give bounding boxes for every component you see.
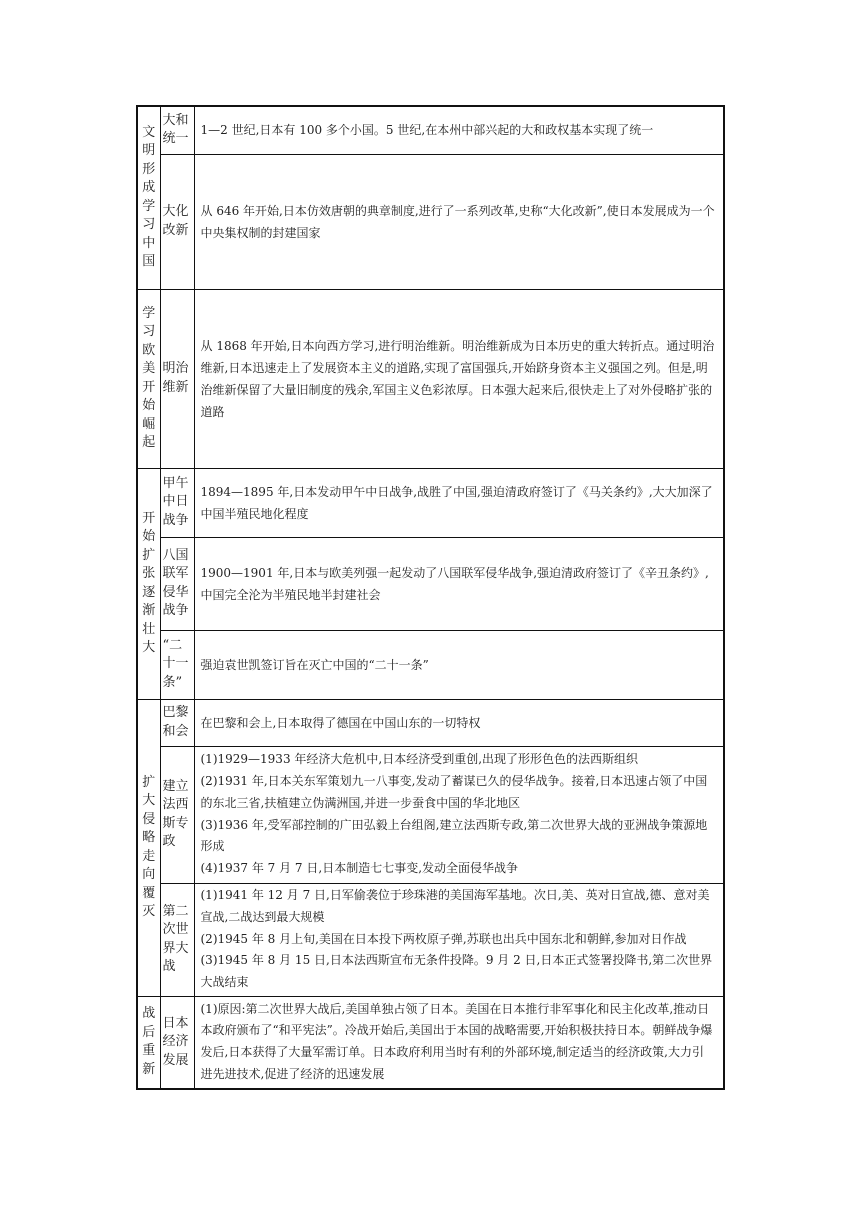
description-cell: (1)1929—1933 年经济大危机中,日本经济受到重创,出现了形形色色的法西斯组织 (2)1931 年,日本关东军策划九一八事变,发动了蓄谋已久的侵华战争。接着,日本迅速占领了中国的东北三省,扶植建立伪满洲国,并进一步蚕食中国的华北地区 (3)1936 年,受军部控制的广田弘毅上台组阁,建立法西斯专政,第二次世界大战的亚洲战争策源地形成 (4)1937 年 7 月 7 日,日本制造七七事变,发动全面侵华战争 (194, 746, 724, 883)
table-row (137, 289, 724, 468)
table-row (137, 883, 724, 996)
event-cell: 大化改新 (160, 154, 194, 289)
description-cell: 1—2 世纪,日本有 100 多个小国。5 世纪,在本州中部兴起的大和政权基本实现了统一 (194, 106, 724, 154)
description-cell: 在巴黎和会上,日本取得了德国在中国山东的一切特权 (194, 699, 724, 746)
event-cell: 大和统一 (160, 106, 194, 154)
event-cell: 建立法西斯专政 (160, 746, 194, 883)
table-row (137, 630, 724, 699)
table-row (137, 699, 724, 746)
era-cell: 学习欧美开始崛起 (137, 289, 160, 468)
event-cell: 第二次世界大战 (160, 883, 194, 996)
description-cell: 从 1868 年开始,日本向西方学习,进行明治维新。明治维新成为日本历史的重大转折点。通过明治维新,日本迅速走上了发展资本主义的道路,实现了富国强兵,开始跻身资本主义强国之列。但是,明治维新保留了大量旧制度的残余,军国主义色彩浓厚。日本强大起来后,很快走上了对外侵略扩张的道路 (194, 289, 724, 468)
table-row (137, 106, 724, 154)
event-cell: 甲午中日战争 (160, 468, 194, 537)
event-cell: “二十一条” (160, 630, 194, 699)
event-cell: 八国联军侵华战争 (160, 537, 194, 630)
era-cell: 开始扩张逐渐壮大 (137, 468, 160, 699)
japan-history-table (136, 105, 725, 1090)
event-cell: 巴黎和会 (160, 699, 194, 746)
era-cell: 扩大侵略走向覆灭 (137, 699, 160, 996)
table-row (137, 154, 724, 289)
table-row (137, 996, 724, 1089)
event-cell: 日本经济发展 (160, 996, 194, 1089)
table-row (137, 537, 724, 630)
description-cell: 1900—1901 年,日本与欧美列强一起发动了八国联军侵华战争,强迫清政府签订了《辛丑条约》,中国完全沦为半殖民地半封建社会 (194, 537, 724, 630)
era-cell: 战后重新 (137, 996, 160, 1089)
description-cell: (1)1941 年 12 月 7 日,日军偷袭位于珍珠港的美国海军基地。次日,美、英对日宣战,德、意对美宣战,二战达到最大规模 (2)1945 年 8 月上旬,美国在日本投下两枚原子弹,苏联也出兵中国东北和朝鲜,参加对日作战 (3)1945 年 8 月 15 日,日本法西斯宣布无条件投降。9 月 2 日,日本正式签署投降书,第二次世界大战结束 (194, 883, 724, 996)
description-cell: 强迫袁世凯签订旨在灭亡中国的“二十一条” (194, 630, 724, 699)
event-cell: 明治维新 (160, 289, 194, 468)
era-cell: 文明形成学习中国 (137, 106, 160, 289)
table-row (137, 468, 724, 537)
table-row (137, 746, 724, 883)
description-cell: 1894—1895 年,日本发动甲午中日战争,战胜了中国,强迫清政府签订了《马关条约》,大大加深了中国半殖民地化程度 (194, 468, 724, 537)
description-cell: 从 646 年开始,日本仿效唐朝的典章制度,进行了一系列改革,史称“大化改新”,使日本发展成为一个中央集权制的封建国家 (194, 154, 724, 289)
description-cell: (1)原因:第二次世界大战后,美国单独占领了日本。美国在日本推行非军事化和民主化改革,推动日本政府颁布了“和平宪法”。冷战开始后,美国出于本国的战略需要,开始积极扶持日本。朝鲜战争爆发后,日本获得了大量军需订单。日本政府利用当时有利的外部环境,制定适当的经济政策,大力引进先进技术,促进了经济的迅速发展 (194, 996, 724, 1089)
